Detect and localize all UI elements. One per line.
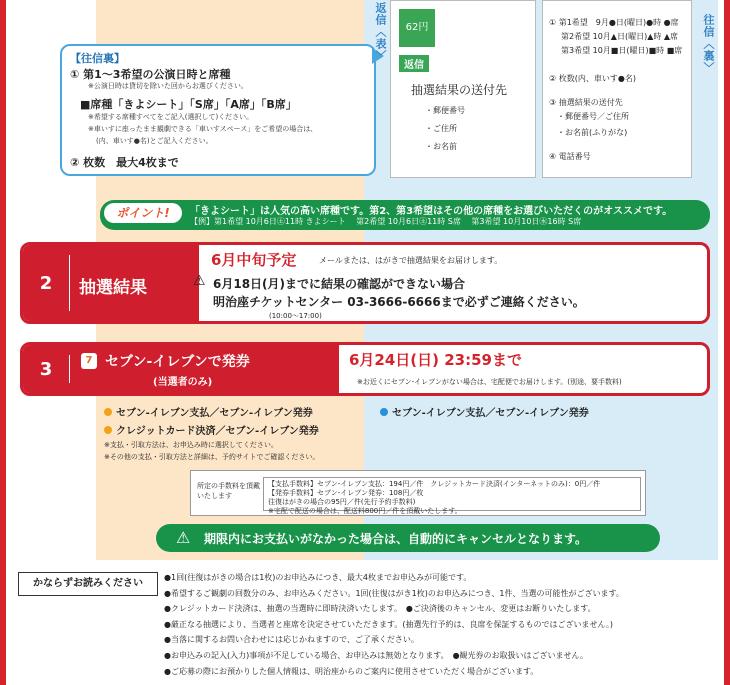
cancel-warning-bar	[156, 524, 660, 552]
stamp-62yen: 62円	[399, 9, 435, 47]
rule-item: ●当落に関するお問い合わせには応じかねますので、ご了承ください。	[164, 635, 419, 645]
callout-item1-note: ※公演日時は貸切を除いた回からお選びください。	[88, 82, 248, 90]
pay-right-1-label: セブン-イレブン支払／セブン-イレブン発券	[392, 408, 589, 419]
point-line2: 【例】第1希望 10月6日㊏11時 きよシート 第2希望 10月6日㊏11時 S席 第3希望 10月10日㊌16時 S席	[190, 217, 582, 226]
rule-item: ●1回(往復はがきの場合は1枚)のお申込みにつき、最大4枚までお申込みが可能です。	[164, 573, 472, 582]
dest-postal: ・郵便番号	[425, 106, 465, 115]
section2-label: 抽選結果	[79, 278, 147, 298]
fee-l4: ※宅配で配送の場合は、配送料800円／件を頂戴いたします。	[268, 507, 462, 515]
section-711-ticketing	[20, 342, 710, 396]
section3-header	[23, 345, 339, 393]
callout-seat-note1: ※希望する席種すべてをご記入(選択して)ください。	[88, 113, 254, 121]
pay-left-2	[104, 422, 319, 437]
outgoing-r7: ・お名前(ふりがな)	[557, 128, 628, 137]
fee-l2: 【発券手数料】セブン-イレブン発券：108円／枚	[268, 489, 424, 497]
rule-item: ●厳正なる抽選により、当選者と座席を決定させていただきます。(抽選先行予約は、良席を保証するものではございません。)	[164, 619, 614, 629]
blue-dot-icon	[380, 408, 388, 416]
point-bar	[100, 200, 710, 230]
section3-number: 3	[39, 359, 53, 380]
ticket-deadline: 6月24日(日) 23:59まで	[349, 351, 522, 369]
callout-seat-note2: ※車いすに座ったまま観劇できる「車いすスペース」をご希望の場合は、	[88, 125, 318, 133]
seven-eleven-logo-icon: 7	[81, 353, 97, 369]
outgoing-r6: ・郵便番号／ご住所	[557, 112, 629, 121]
orange-dot-icon	[104, 408, 112, 416]
right-red-border	[724, 0, 730, 685]
section2-header	[23, 245, 199, 321]
pay-note2: ※その他の支払・引取方法と詳細は、予約サイトでご確認ください。	[104, 453, 320, 461]
section2-sep	[69, 255, 70, 311]
orange-dot-icon	[104, 426, 112, 434]
pay-left-1-label: セブン-イレブン支払／セブン-イレブン発券	[116, 408, 313, 419]
outgoing-back-callout	[60, 44, 376, 176]
result-date: 6月中旬予定	[211, 251, 297, 269]
point-line1: 「きよシート」は人気の高い席種です。第2、第3希望はその他の席種をお選びいただくのがオススメです。	[190, 206, 673, 217]
must-read-label: かならずお読みください	[18, 572, 158, 596]
fee-details	[263, 477, 641, 515]
dest-name: ・お名前	[425, 142, 457, 151]
warning-icon: ⚠	[193, 273, 206, 289]
outgoing-back-label: 往信〈裏〉	[702, 14, 715, 74]
rule-item: ●希望するご観劇の回数分のみ、お申込みください。1回(往復はがき1枚)のお申込みにつき、1件、当選の可能性がございます。	[164, 588, 624, 598]
pay-right-1	[380, 404, 589, 419]
outgoing-r8: ④ 電話番号	[549, 152, 591, 161]
fee-label: 所定の手数料を頂戴いたします	[197, 482, 260, 500]
section2-number: 2	[39, 273, 53, 294]
outgoing-r3: 第3希望 10月■日(曜日)■時 ■席	[561, 46, 683, 55]
return-front-label: 返信〈表〉	[374, 2, 387, 62]
callout-title: 【往信裏】	[70, 52, 125, 65]
rule-item: ●ご応募の際にお預かりした個人情報は、明治座からのご案内に使用させていただく場合がございます。	[164, 666, 539, 676]
rule-item: ●クレジットカード決済は、抽選の当選時に即時決済いたします。 ●ご決済後のキャンセル、変更はお断りいたします。	[164, 604, 596, 614]
rule-item: ●お申込みの記入(入力)事項が不足している場合、お申込みは無効となります。 ●観光券のお取扱いはございません。	[164, 650, 589, 660]
outgoing-r2: 第2希望 10月▲日(曜日)▲時 ▲席	[561, 32, 679, 41]
left-red-border	[0, 0, 6, 685]
pay-left-1	[104, 404, 313, 419]
point-badge: ポイント!	[104, 203, 182, 223]
result-date-note: メールまたは、はがきで抽選結果をお届けします。	[319, 256, 503, 265]
fee-l1: 【支払手数料】セブン-イレブン支払：194円／件 クレジットカード決済(インターネットのみ)：0円／件	[268, 480, 601, 488]
result-line2: 明治座チケットセンター 03-3666-6666まで必ずご連絡ください。	[213, 295, 585, 309]
result-line1: 6月18日(月)までに結果の確認ができない場合	[213, 277, 466, 291]
section3-label: セブン-イレブンで発券	[105, 354, 250, 370]
outgoing-r5: ③ 抽選結果の送付先	[549, 98, 623, 107]
outgoing-r4: ② 枚数(内、車いす●名)	[549, 74, 636, 83]
cancel-warning-text: 期限内にお支払いがなかった場合は、自動的にキャンセルとなります。	[204, 532, 588, 546]
section3-sub: (当選者のみ)	[153, 377, 213, 388]
ticket-note: ※お近くにセブン-イレブンがない場合は、宅配便でお届けします。(別途、要手数料)	[357, 378, 622, 386]
fee-box	[190, 470, 646, 516]
return-card	[390, 0, 536, 178]
result-hours: (10:00～17:00)	[269, 312, 322, 320]
hensin-tag: 返信	[399, 55, 429, 72]
callout-seat-note3: (内、車いす●名)とご記入ください。	[96, 137, 213, 145]
callout-item2: ② 枚数 最大4枚まで	[70, 156, 179, 169]
callout-item1: ① 第1～3希望の公演日時と席種	[70, 68, 231, 81]
section3-sep	[69, 355, 70, 383]
dest-address: ・ご住所	[425, 124, 457, 133]
pay-left-2-label: クレジットカード決済／セブン-イレブン発券	[116, 426, 319, 437]
outgoing-r1: ① 第1希望 9月●日(曜日)●時 ●席	[549, 18, 679, 27]
rules-list	[164, 570, 714, 679]
callout-seat: ■席種「きよシート」「S席」「A席」「B席」	[80, 98, 297, 111]
warning-icon: ⚠	[176, 528, 191, 547]
pay-note1: ※支払・引取方法は、お申込み時に選択してください。	[104, 441, 278, 449]
fee-l3: 往復はがきの場合の95円／件(先行予約手数料)	[268, 498, 416, 506]
dest-title: 抽選結果の送付先	[411, 83, 508, 97]
section-lottery-result	[20, 242, 710, 324]
outgoing-card	[542, 0, 692, 178]
